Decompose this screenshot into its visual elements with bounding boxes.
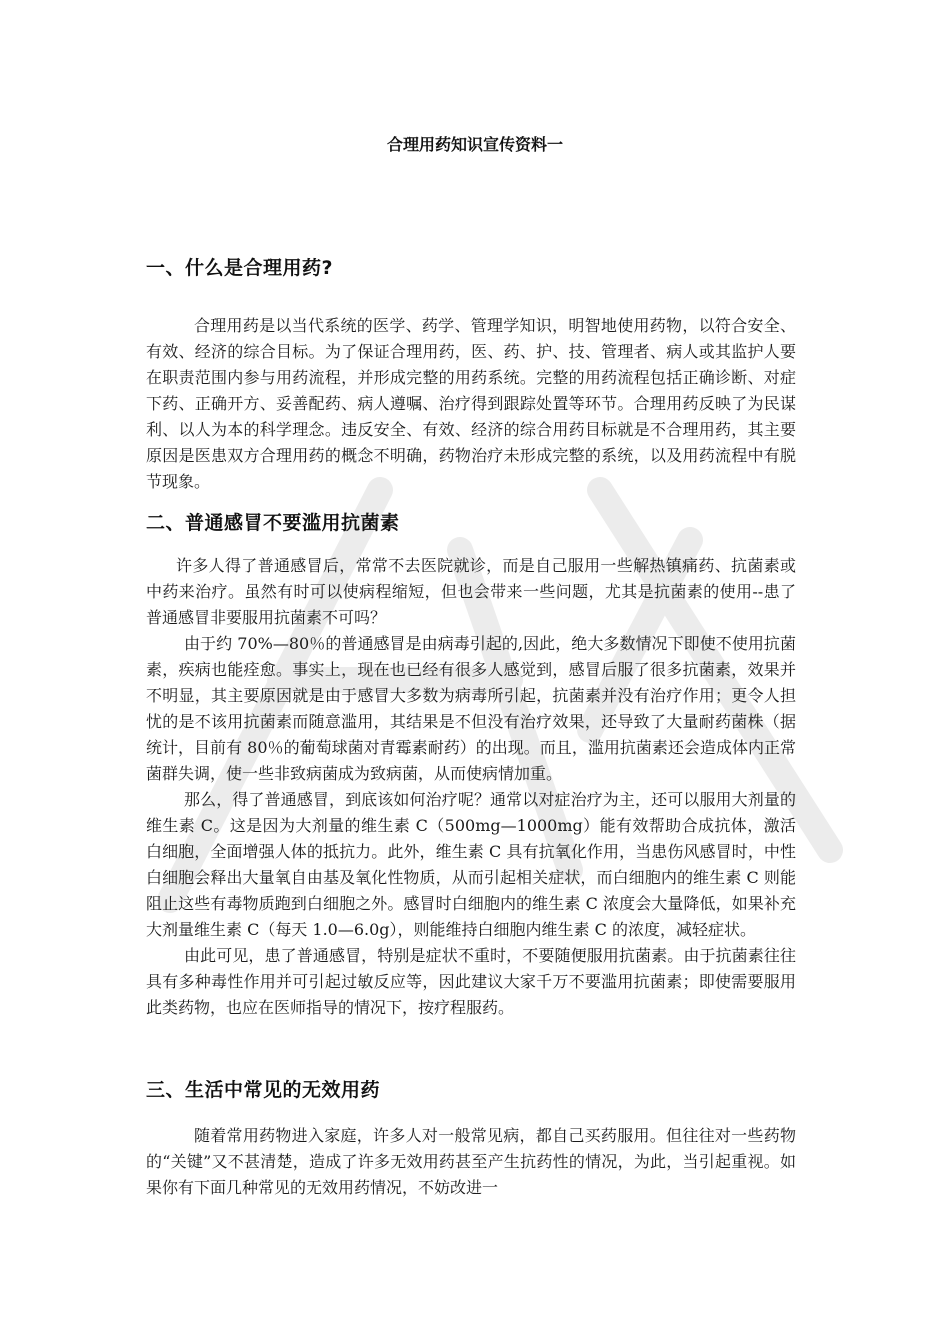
section-body-1 xyxy=(146,313,796,495)
section-heading-3: 三、生活中常见的无效用药 xyxy=(146,1079,381,1101)
paragraph: 合理用药是以当代系统的医学、药学、管理学知识，明智地使用药物，以符合安全、有效、经济的综合目标。为了保证合理用药，医、药、护、技、管理者、病人或其监护人要在职责范围内参与用药流程，并形成完整的用药系统。完整的用药流程包括正确诊断、对症下药、正确开方、妥善配药、病人遵嘱、治疗得到跟踪处置等环节。合理用药反映了为民谋利、以人为本的科学理念。违反安全、有效、经济的综合用药目标就是不合理用药，其主要原因是医患双方合理用药的概念不明确，药物治疗未形成完整的系统，以及用药流程中有脱节现象。 xyxy=(146,316,796,491)
paragraph: 由此可见，患了普通感冒，特别是症状不重时，不要随便服用抗菌素。由于抗菌素往往具有多种毒性作用并可引起过敏反应等，因此建议大家千万不要滥用抗菌素；即使需要服用此类药物，也应在医师指导的情况下，按疗程服药。 xyxy=(146,946,796,1017)
paragraph: 随着常用药物进入家庭，许多人对一般常见病，都自己买药服用。但往往对一些药物的“关键”又不甚清楚，造成了许多无效用药甚至产生抗药性的情况，为此，当引起重视。如果你有下面几种常见的无效用药情况，不妨改进一 xyxy=(146,1126,796,1197)
section-heading-2: 二、普通感冒不要滥用抗菌素 xyxy=(146,512,400,534)
section-heading-1: 一、什么是合理用药? xyxy=(146,257,334,279)
paragraph: 由于约 70%—80％的普通感冒是由病毒引起的,因此，绝大多数情况下即使不使用抗菌素，疾病也能痊愈。事实上，现在也已经有很多人感觉到，感冒后服了很多抗菌素，效果并不明显，其主要原因就是由于感冒大多数为病毒所引起，抗菌素并没有治疗作用；更令人担忧的是不该用抗菌素而随意滥用，其结果是不但没有治疗效果，还导致了大量耐药菌株（据统计，目前有 80％的葡萄球菌对青霉素耐药）的出现。而且，滥用抗菌素还会造成体内正常菌群失调，使一些非致病菌成为致病菌，从而使病情加重。 xyxy=(146,634,796,783)
section-body-2 xyxy=(146,553,796,1021)
section-body-3 xyxy=(146,1123,796,1201)
paragraph: 许多人得了普通感冒后，常常不去医院就诊，而是自己服用一些解热镇痛药、抗菌素或中药来治疗。虽然有时可以使病程缩短，但也会带来一些问题，尤其是抗菌素的使用--患了普通感冒非要服用抗菌素不可吗？ xyxy=(146,556,796,627)
paragraph: 那么，得了普通感冒，到底该如何治疗呢？通常以对症治疗为主，还可以服用大剂量的维生素 C。这是因为大剂量的维生素 C（500mg—1000mg）能有效帮助合成抗体，激活白细胞，全面增强人体的抵抗力。此外，维生素 C 具有抗氧化作用，当患伤风感冒时，中性白细胞会释出大量氧自由基及氧化性物质，从而引起相关症状，而白细胞内的维生素 C 则能阻止这些有毒物质跑到白细胞之外。感冒时白细胞内的维生素 C 浓度会大量降低，如果补充大剂量维生素 C（每天 1.0—6.0g），则能维持白细胞内维生素 C 的浓度，减轻症状。 xyxy=(146,790,796,939)
document-title: 合理用药知识宣传资料一 xyxy=(386,135,563,154)
